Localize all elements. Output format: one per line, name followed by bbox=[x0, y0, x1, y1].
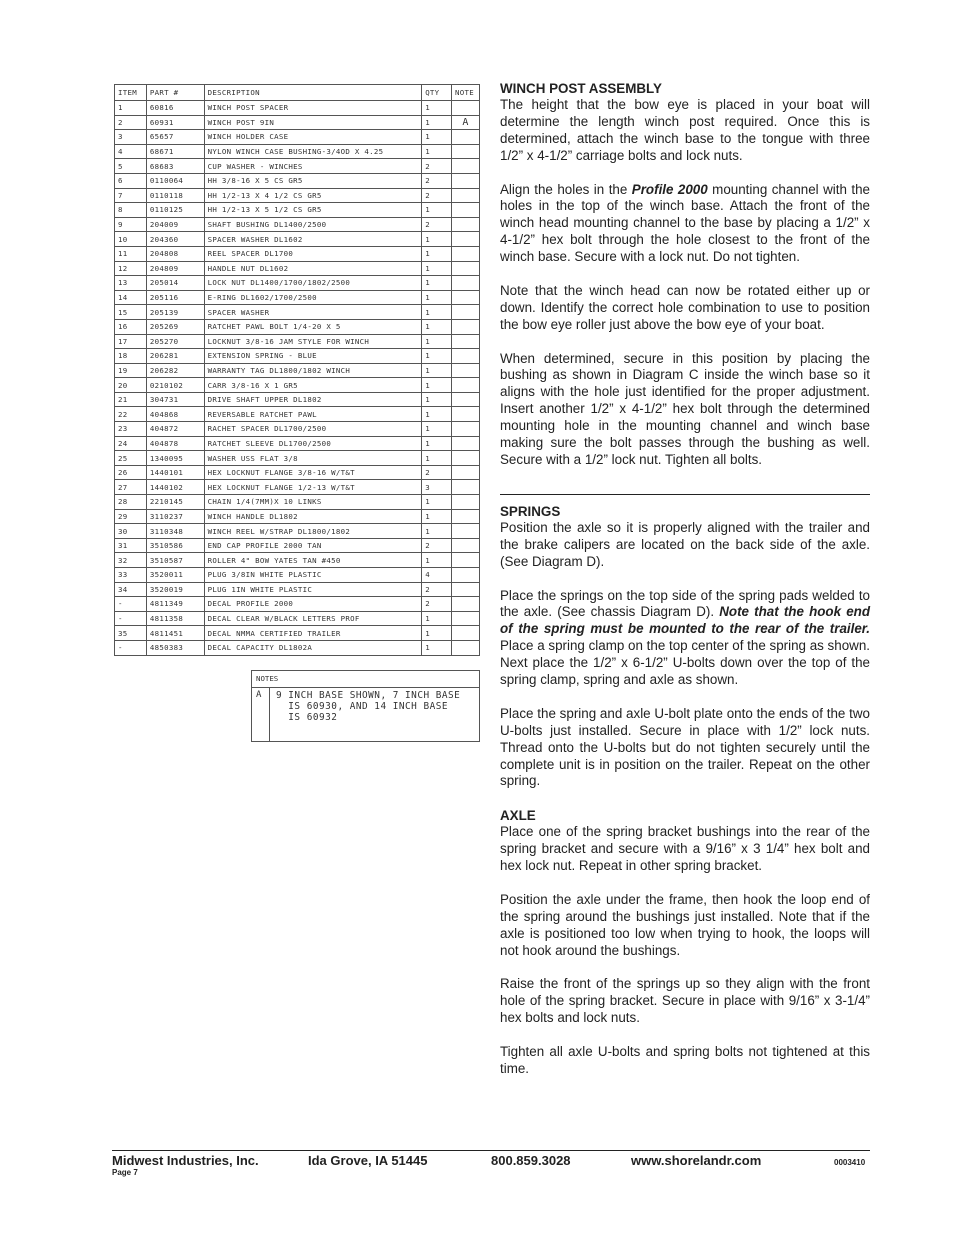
table-row bbox=[115, 553, 480, 568]
part-number: 0110125 bbox=[146, 203, 204, 218]
part-description: DECAL CLEAR W/BLACK LETTERS PROF bbox=[204, 611, 422, 626]
part-note bbox=[452, 159, 480, 174]
part-qty: 1 bbox=[422, 626, 452, 641]
item-number: 19 bbox=[115, 363, 147, 378]
notes-header: NOTES bbox=[252, 671, 479, 688]
part-description: RACHET SPACER DL1700/2500 bbox=[204, 422, 422, 437]
winch-post-assembly-section bbox=[500, 80, 870, 469]
page-number: Page 7 bbox=[112, 1168, 138, 1177]
part-qty: 1 bbox=[422, 378, 452, 393]
table-row bbox=[115, 203, 480, 218]
column-header-qty: QTY bbox=[422, 85, 452, 101]
item-number: - bbox=[115, 597, 147, 612]
part-description: SPACER WASHER bbox=[204, 305, 422, 320]
part-note bbox=[452, 597, 480, 612]
column-header-part: PART # bbox=[146, 85, 204, 101]
part-note bbox=[452, 144, 480, 159]
paragraph: When determined, secure in this position by placing the bushing as shown in Diagram C inside the winch base so it aligns with the hole just identified for the proper adjustment. Insert another 1/2” x 4-1/2” hex bolt through the determined mounting hole in the mounting channel and winch base making sure the bolt passes through the bushing as well. Secure with a 1/2” lock nut. Tighten all bolts. bbox=[500, 350, 870, 467]
paragraph: Place the spring and axle U-bolt plate onto the ends of the two U-bolts just installed. Secure in place with 1/2” lock nuts. Thread onto the U-bolts but do not tighten securely until the complete unit is in position on the trailer. Repeat on the other spring. bbox=[500, 705, 870, 789]
table-row bbox=[115, 568, 480, 583]
section-heading-axle: AXLE bbox=[500, 808, 536, 824]
paragraph: Position the axle under the frame, then hook the loop end of the spring around the bushings just installed. Note that if the axle is positioned too low when trying to hook, the loops will not hook around the bushings. bbox=[500, 891, 870, 958]
part-description: WINCH POST 9IN bbox=[204, 115, 422, 130]
paragraph bbox=[500, 182, 870, 267]
item-number: 30 bbox=[115, 524, 147, 539]
notes-body bbox=[252, 688, 479, 741]
item-number: 20 bbox=[115, 378, 147, 393]
part-number: 404872 bbox=[146, 422, 204, 437]
part-number: 65657 bbox=[146, 130, 204, 145]
part-qty: 1 bbox=[422, 640, 452, 655]
part-description: HH 1/2-13 X 4 1/2 CS GR5 bbox=[204, 188, 422, 203]
part-note bbox=[452, 378, 480, 393]
part-note bbox=[452, 524, 480, 539]
table-row bbox=[115, 626, 480, 641]
table-row bbox=[115, 597, 480, 612]
part-note: A bbox=[452, 115, 480, 130]
table-row bbox=[115, 334, 480, 349]
table-row bbox=[115, 349, 480, 364]
part-description: HEX LOCKNUT FLANGE 3/8-16 W/T&T bbox=[204, 465, 422, 480]
table-row bbox=[115, 290, 480, 305]
part-number: 205116 bbox=[146, 290, 204, 305]
text-run: mounting channel with the holes in the top of the winch base. Attach the front of the winch head mounting channel to the base by placing a 1/2” x 4-1/2” hex bolt through the hole closest to the front of the winch base. Secure with a lock nut. Do not tighten. bbox=[500, 181, 871, 265]
table-row bbox=[115, 305, 480, 320]
item-number: 1 bbox=[115, 101, 147, 116]
part-qty: 1 bbox=[422, 407, 452, 422]
item-number: 10 bbox=[115, 232, 147, 247]
part-qty: 3 bbox=[422, 480, 452, 495]
part-description: REEL SPACER DL1700 bbox=[204, 246, 422, 261]
part-number: 4811349 bbox=[146, 597, 204, 612]
part-number: 68683 bbox=[146, 159, 204, 174]
part-note bbox=[452, 261, 480, 276]
part-number: 3520019 bbox=[146, 582, 204, 597]
table-row bbox=[115, 480, 480, 495]
table-row bbox=[115, 144, 480, 159]
part-number: 204808 bbox=[146, 246, 204, 261]
part-qty: 2 bbox=[422, 465, 452, 480]
item-number: 26 bbox=[115, 465, 147, 480]
part-description: SPACER WASHER DL1602 bbox=[204, 232, 422, 247]
text-run: Place a spring clamp on the top center of the spring as shown. Next place the 1/2” x 6-1/2” U-bolts down over the top of the spring clamp, spring and axle as shown. bbox=[500, 638, 870, 688]
part-note bbox=[452, 568, 480, 583]
paragraph: Note that the winch head can now be rotated either up or down. Identify the correct hole combination to use to position the bow eye roller just above the bow eye of your boat. bbox=[500, 282, 870, 332]
part-qty: 2 bbox=[422, 159, 452, 174]
paragraph: Place one of the spring bracket bushings into the rear of the spring bracket and secure with a 9/16” x 3 1/4” hex bolt and hex lock nut. Repeat in other spring bracket. bbox=[500, 824, 870, 874]
section-divider bbox=[500, 494, 870, 495]
part-note bbox=[452, 232, 480, 247]
springs-section bbox=[500, 503, 870, 790]
part-number: 1340095 bbox=[146, 451, 204, 466]
part-description: CUP WASHER - WINCHES bbox=[204, 159, 422, 174]
part-qty: 1 bbox=[422, 276, 452, 291]
part-note bbox=[452, 130, 480, 145]
column-header-note: NOTE bbox=[452, 85, 480, 101]
table-row bbox=[115, 173, 480, 188]
table-row bbox=[115, 538, 480, 553]
table-row bbox=[115, 159, 480, 174]
footer-company: Midwest Industries, Inc. bbox=[112, 1153, 259, 1168]
part-note bbox=[452, 217, 480, 232]
part-number: 3110237 bbox=[146, 509, 204, 524]
part-description: RATCHET PAWL BOLT 1/4-20 X 5 bbox=[204, 319, 422, 334]
part-note bbox=[452, 334, 480, 349]
part-number: 60816 bbox=[146, 101, 204, 116]
table-row bbox=[115, 363, 480, 378]
paragraph: Raise the front of the springs up so they align with the front hole of the spring bracket. Secure in place with 9/16” x 3-1/4” hex bolts and lock nuts. bbox=[500, 976, 870, 1026]
part-qty: 1 bbox=[422, 144, 452, 159]
part-description: NYLON WINCH CASE BUSHING-3/4OD X 4.25 bbox=[204, 144, 422, 159]
table-row bbox=[115, 509, 480, 524]
part-number: 2210145 bbox=[146, 495, 204, 510]
part-qty: 1 bbox=[422, 319, 452, 334]
part-description: WINCH HANDLE DL1802 bbox=[204, 509, 422, 524]
part-description: PLUG 3/8IN WHITE PLASTIC bbox=[204, 568, 422, 583]
part-qty: 1 bbox=[422, 363, 452, 378]
part-note bbox=[452, 465, 480, 480]
column-header-item: ITEM bbox=[115, 85, 147, 101]
item-number: 7 bbox=[115, 188, 147, 203]
part-note bbox=[452, 553, 480, 568]
paragraph: Tighten all axle U-bolts and spring bolts not tightened at this time. bbox=[500, 1043, 870, 1076]
table-row bbox=[115, 378, 480, 393]
part-qty: 1 bbox=[422, 349, 452, 364]
part-qty: 2 bbox=[422, 217, 452, 232]
item-number: 22 bbox=[115, 407, 147, 422]
part-note bbox=[452, 582, 480, 597]
part-description: RATCHET SLEEVE DL1700/2500 bbox=[204, 436, 422, 451]
part-description: REVERSABLE RATCHET PAWL bbox=[204, 407, 422, 422]
item-number: 28 bbox=[115, 495, 147, 510]
part-number: 304731 bbox=[146, 392, 204, 407]
table-row bbox=[115, 640, 480, 655]
table-row bbox=[115, 407, 480, 422]
item-number: 25 bbox=[115, 451, 147, 466]
part-qty: 1 bbox=[422, 611, 452, 626]
part-number: 204009 bbox=[146, 217, 204, 232]
part-description: WASHER USS FLAT 3/8 bbox=[204, 451, 422, 466]
document-code: 0003410 bbox=[834, 1158, 866, 1167]
part-number: 4811358 bbox=[146, 611, 204, 626]
item-number: 33 bbox=[115, 568, 147, 583]
part-description: E-RING DL1602/1700/2500 bbox=[204, 290, 422, 305]
part-number: 206281 bbox=[146, 349, 204, 364]
part-note bbox=[452, 640, 480, 655]
part-description: EXTENSION SPRING - BLUE bbox=[204, 349, 422, 364]
section-heading-winch: WINCH POST ASSEMBLY bbox=[500, 81, 662, 96]
part-note bbox=[452, 246, 480, 261]
paragraph: The height that the bow eye is placed in your boat will determine the length winch post required. Once this is determined, attach the winch base to the tongue with three 1/2” x 4-1/2” carriage bolts and lock nuts. bbox=[500, 97, 870, 163]
notes-box bbox=[251, 670, 480, 742]
part-note bbox=[452, 188, 480, 203]
part-note bbox=[452, 495, 480, 510]
instructions-column bbox=[500, 80, 870, 1095]
part-description: HANDLE NUT DL1602 bbox=[204, 261, 422, 276]
part-qty: 1 bbox=[422, 305, 452, 320]
item-number: 4 bbox=[115, 144, 147, 159]
part-note bbox=[452, 626, 480, 641]
table-row bbox=[115, 465, 480, 480]
item-number: 27 bbox=[115, 480, 147, 495]
item-number: 8 bbox=[115, 203, 147, 218]
part-note bbox=[452, 422, 480, 437]
item-number: 5 bbox=[115, 159, 147, 174]
part-description: WINCH POST SPACER bbox=[204, 101, 422, 116]
part-number: 205270 bbox=[146, 334, 204, 349]
part-qty: 2 bbox=[422, 188, 452, 203]
part-qty: 1 bbox=[422, 392, 452, 407]
part-number: 3510586 bbox=[146, 538, 204, 553]
part-note bbox=[452, 101, 480, 116]
part-qty: 1 bbox=[422, 203, 452, 218]
table-row bbox=[115, 436, 480, 451]
item-number: 31 bbox=[115, 538, 147, 553]
table-row bbox=[115, 422, 480, 437]
part-number: 0210102 bbox=[146, 378, 204, 393]
part-description: END CAP PROFILE 2000 TAN bbox=[204, 538, 422, 553]
part-description: WINCH HOLDER CASE bbox=[204, 130, 422, 145]
part-qty: 1 bbox=[422, 246, 452, 261]
table-row bbox=[115, 101, 480, 116]
part-qty: 2 bbox=[422, 597, 452, 612]
part-qty: 1 bbox=[422, 524, 452, 539]
item-number: 9 bbox=[115, 217, 147, 232]
item-number: 23 bbox=[115, 422, 147, 437]
item-number: 12 bbox=[115, 261, 147, 276]
item-number: 34 bbox=[115, 582, 147, 597]
part-number: 205014 bbox=[146, 276, 204, 291]
part-qty: 1 bbox=[422, 130, 452, 145]
item-number: 13 bbox=[115, 276, 147, 291]
item-number: 2 bbox=[115, 115, 147, 130]
item-number: 24 bbox=[115, 436, 147, 451]
part-note bbox=[452, 173, 480, 188]
part-number: 3110348 bbox=[146, 524, 204, 539]
part-number: 1440101 bbox=[146, 465, 204, 480]
part-description: DECAL CAPACITY DL1802A bbox=[204, 640, 422, 655]
part-qty: 1 bbox=[422, 115, 452, 130]
part-description: DECAL PROFILE 2000 bbox=[204, 597, 422, 612]
table-row bbox=[115, 319, 480, 334]
item-number: 32 bbox=[115, 553, 147, 568]
item-number: 14 bbox=[115, 290, 147, 305]
part-qty: 1 bbox=[422, 290, 452, 305]
table-row bbox=[115, 392, 480, 407]
part-number: 0110118 bbox=[146, 188, 204, 203]
text-run: Place the springs on the top side of the spring pads welded to the axle. (See chassis Diagram D). bbox=[500, 587, 870, 620]
item-number: 18 bbox=[115, 349, 147, 364]
item-number: 29 bbox=[115, 509, 147, 524]
part-number: 60931 bbox=[146, 115, 204, 130]
part-note bbox=[452, 451, 480, 466]
part-note bbox=[452, 319, 480, 334]
column-header-description: DESCRIPTION bbox=[204, 85, 422, 101]
footer-divider bbox=[112, 1150, 870, 1151]
part-qty: 2 bbox=[422, 582, 452, 597]
part-note bbox=[452, 480, 480, 495]
part-description: WINCH REEL W/STRAP DL1800/1802 bbox=[204, 524, 422, 539]
part-qty: 1 bbox=[422, 334, 452, 349]
table-row bbox=[115, 276, 480, 291]
part-note bbox=[452, 407, 480, 422]
part-note bbox=[452, 538, 480, 553]
table-row bbox=[115, 451, 480, 466]
part-qty: 1 bbox=[422, 436, 452, 451]
table-row bbox=[115, 115, 480, 130]
table-row bbox=[115, 232, 480, 247]
part-number: 206282 bbox=[146, 363, 204, 378]
item-number: 35 bbox=[115, 626, 147, 641]
part-description: LOCK NUT DL1400/1700/1802/2500 bbox=[204, 276, 422, 291]
table-header-row bbox=[115, 85, 480, 101]
item-number: 15 bbox=[115, 305, 147, 320]
emphasis-text: Profile 2000 bbox=[631, 181, 708, 197]
part-qty: 1 bbox=[422, 422, 452, 437]
part-description: LOCKNUT 3/8-16 JAM STYLE FOR WINCH bbox=[204, 334, 422, 349]
table-row bbox=[115, 130, 480, 145]
part-qty: 1 bbox=[422, 509, 452, 524]
axle-section bbox=[500, 807, 870, 1078]
table-row bbox=[115, 524, 480, 539]
part-description: WARRANTY TAG DL1800/1802 WINCH bbox=[204, 363, 422, 378]
table-row bbox=[115, 217, 480, 232]
item-number: 11 bbox=[115, 246, 147, 261]
item-number: 17 bbox=[115, 334, 147, 349]
part-qty: 1 bbox=[422, 232, 452, 247]
section-heading-springs: SPRINGS bbox=[500, 503, 561, 519]
part-note bbox=[452, 290, 480, 305]
part-note bbox=[452, 436, 480, 451]
part-note bbox=[452, 276, 480, 291]
part-description: DECAL NMMA CERTIFIED TRAILER bbox=[204, 626, 422, 641]
part-qty: 1 bbox=[422, 495, 452, 510]
part-number: 68671 bbox=[146, 144, 204, 159]
footer-website: www.shorelandr.com bbox=[631, 1153, 762, 1168]
part-note bbox=[452, 349, 480, 364]
part-number: 404868 bbox=[146, 407, 204, 422]
part-note bbox=[452, 203, 480, 218]
part-qty: 1 bbox=[422, 261, 452, 276]
table-row bbox=[115, 246, 480, 261]
paragraph bbox=[500, 588, 870, 689]
part-description: PLUG 1IN WHITE PLASTIC bbox=[204, 582, 422, 597]
part-description: ROLLER 4" BOW YATES TAN #450 bbox=[204, 553, 422, 568]
part-qty: 1 bbox=[422, 553, 452, 568]
part-number: 205139 bbox=[146, 305, 204, 320]
part-qty: 1 bbox=[422, 101, 452, 116]
part-number: 204360 bbox=[146, 232, 204, 247]
part-description: HH 1/2-13 X 5 1/2 CS GR5 bbox=[204, 203, 422, 218]
table-row bbox=[115, 495, 480, 510]
part-description: CHAIN 1/4(7MM)X 10 LINKS bbox=[204, 495, 422, 510]
part-description: DRIVE SHAFT UPPER DL1802 bbox=[204, 392, 422, 407]
part-number: 3510587 bbox=[146, 553, 204, 568]
note-text: 9 INCH BASE SHOWN, 7 INCH BASE IS 60930, AND 14 INCH BASE IS 60932 bbox=[276, 690, 461, 723]
part-note bbox=[452, 392, 480, 407]
table-row bbox=[115, 582, 480, 597]
part-note bbox=[452, 363, 480, 378]
part-number: 1440102 bbox=[146, 480, 204, 495]
part-description: CARR 3/8-16 X 1 GR5 bbox=[204, 378, 422, 393]
text-run: Align the holes in the bbox=[500, 181, 632, 197]
part-qty: 2 bbox=[422, 173, 452, 188]
part-number: 204809 bbox=[146, 261, 204, 276]
item-number: 3 bbox=[115, 130, 147, 145]
part-description: SHAFT BUSHING DL1400/2500 bbox=[204, 217, 422, 232]
table-row bbox=[115, 188, 480, 203]
part-note bbox=[452, 611, 480, 626]
part-number: 4850383 bbox=[146, 640, 204, 655]
part-number: 0110064 bbox=[146, 173, 204, 188]
item-number: 21 bbox=[115, 392, 147, 407]
part-qty: 1 bbox=[422, 451, 452, 466]
part-number: 205269 bbox=[146, 319, 204, 334]
parts-table-body bbox=[115, 101, 480, 656]
note-letter: A bbox=[252, 688, 270, 741]
part-note bbox=[452, 305, 480, 320]
parts-list-table bbox=[114, 84, 480, 656]
part-description: HEX LOCKNUT FLANGE 1/2-13 W/T&T bbox=[204, 480, 422, 495]
table-row bbox=[115, 261, 480, 276]
part-number: 3520011 bbox=[146, 568, 204, 583]
footer-city: Ida Grove, IA 51445 bbox=[308, 1153, 428, 1168]
part-qty: 4 bbox=[422, 568, 452, 583]
part-description: HH 3/8-16 X 5 CS GR5 bbox=[204, 173, 422, 188]
table-row bbox=[115, 611, 480, 626]
item-number: - bbox=[115, 611, 147, 626]
item-number: 16 bbox=[115, 319, 147, 334]
footer-phone: 800.859.3028 bbox=[491, 1153, 571, 1168]
part-number: 404878 bbox=[146, 436, 204, 451]
item-number: 6 bbox=[115, 173, 147, 188]
paragraph: Position the axle so it is properly aligned with the trailer and the brake calipers are located on the back side of the axle. (See Diagram D). bbox=[500, 519, 870, 569]
item-number: - bbox=[115, 640, 147, 655]
emphasis-text: Note that the hook end of the spring must be mounted to the rear of the trailer. bbox=[500, 604, 871, 637]
part-qty: 2 bbox=[422, 538, 452, 553]
part-note bbox=[452, 509, 480, 524]
part-number: 4811451 bbox=[146, 626, 204, 641]
